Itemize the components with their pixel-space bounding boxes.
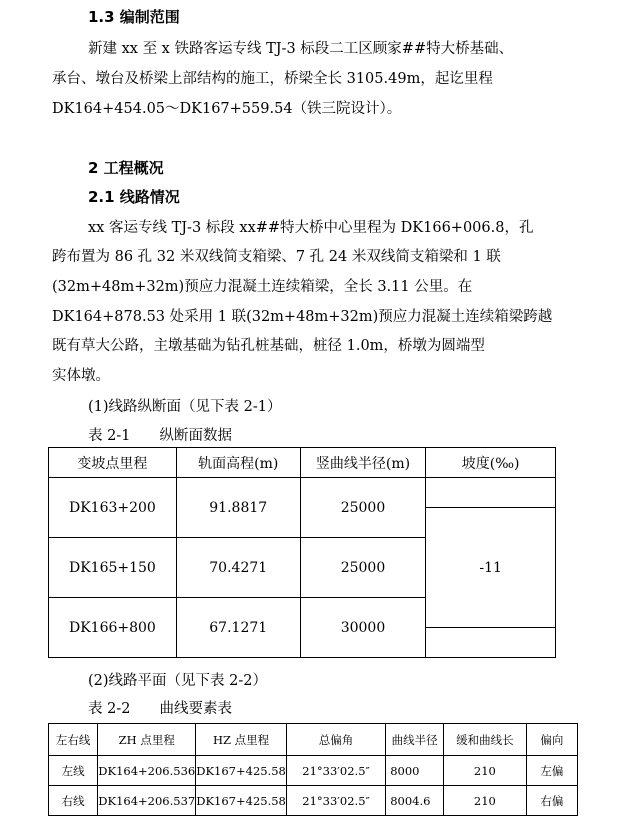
- table-header: 缓和曲线长: [443, 724, 526, 756]
- table-cell: 70.4271: [176, 538, 300, 598]
- paragraph-line: (32m+48m+32m)预应力混凝土连续箱梁，全长 3.11 公里。在: [52, 279, 473, 295]
- table-header: 左右线: [49, 724, 98, 756]
- table-header: HZ 点里程: [196, 724, 287, 756]
- section-heading-2: 2 工程概况: [88, 159, 164, 177]
- table-cell: 左线: [49, 756, 98, 786]
- table-cell: 210: [443, 756, 526, 786]
- table-caption-2-1: 表 2-1 纵断面数据: [88, 428, 232, 444]
- table-cell: DK167+425.58: [196, 756, 287, 786]
- paragraph-line: 既有草大公路，主墩基础为钻孔桩基础，桩径 1.0m，桥墩为圆端型: [52, 338, 485, 354]
- paragraph-line: 跨布置为 86 孔 32 米双线简支箱梁、7 孔 24 米双线简支箱梁和 1 联: [52, 249, 501, 265]
- paragraph-line: 新建 xx 至 x 铁路客运专线 TJ-3 标段二工区顾家##特大桥基础、: [88, 41, 514, 57]
- table-cell: 25000: [300, 478, 426, 538]
- section-heading-2-1: 2.1 线路情况: [88, 188, 180, 206]
- table-row: [49, 478, 556, 508]
- table-cell: 左偏: [526, 756, 577, 786]
- table-header: 轨面高程(m): [176, 448, 300, 478]
- paragraph-line: DK164+878.53 处采用 1 联(32m+48m+32m)预应力混凝土连续箱梁跨越: [52, 309, 553, 325]
- table-cell: 210: [443, 786, 526, 816]
- table-row: [49, 786, 578, 816]
- table-cell: 91.8817: [176, 478, 300, 538]
- list-item-1: (1)线路纵断面（见下表 2-1）: [88, 399, 282, 415]
- paragraph-line: 承台、墩台及桥梁上部结构的施工，桥梁全长 3105.49m，起讫里程: [52, 71, 493, 87]
- curve-elements-table: [48, 723, 578, 816]
- table-cell: 8000: [386, 756, 444, 786]
- table-cell-empty: [426, 628, 556, 658]
- table-header: 竖曲线半径(m): [300, 448, 426, 478]
- vertical-profile-table: [48, 447, 556, 658]
- table-cell: DK163+200: [49, 478, 177, 538]
- paragraph-line: xx 客运专线 TJ-3 标段 xx##特大桥中心里程为 DK166+006.8，孔: [88, 220, 534, 236]
- table-header: 偏向: [526, 724, 577, 756]
- table-cell: 30000: [300, 598, 426, 658]
- paragraph-line: DK164+454.05～DK167+559.54（铁三院设计）。: [52, 101, 402, 117]
- table-cell: DK164+206.537: [98, 786, 196, 816]
- table-cell: 右偏: [526, 786, 577, 816]
- table-cell: 21°33′02.5″: [286, 756, 385, 786]
- section-heading-1-3: 1.3 编制范围: [88, 8, 180, 26]
- table-header: 变坡点里程: [49, 448, 177, 478]
- table-cell: 21°33′02.5″: [286, 786, 385, 816]
- table-row: [49, 756, 578, 786]
- table-cell: 右线: [49, 786, 98, 816]
- table-cell-empty: [426, 478, 556, 508]
- table-cell: DK166+800: [49, 598, 177, 658]
- table-cell: DK167+425.58: [196, 786, 287, 816]
- paragraph-line: 实体墩。: [52, 368, 110, 384]
- table-header: ZH 点里程: [98, 724, 196, 756]
- table-cell: DK165+150: [49, 538, 177, 598]
- list-item-2: (2)线路平面（见下表 2-2）: [88, 673, 267, 689]
- table-cell: 25000: [300, 538, 426, 598]
- table-header: 总偏角: [286, 724, 385, 756]
- table-header: 曲线半径: [386, 724, 444, 756]
- table-cell: 8004.6: [386, 786, 444, 816]
- table-cell: 67.1271: [176, 598, 300, 658]
- slope-value: -11: [426, 508, 556, 628]
- table-header: 坡度(‰): [426, 448, 556, 478]
- table-caption-2-2: 表 2-2 曲线要素表: [88, 701, 232, 717]
- table-cell: DK164+206.536: [98, 756, 196, 786]
